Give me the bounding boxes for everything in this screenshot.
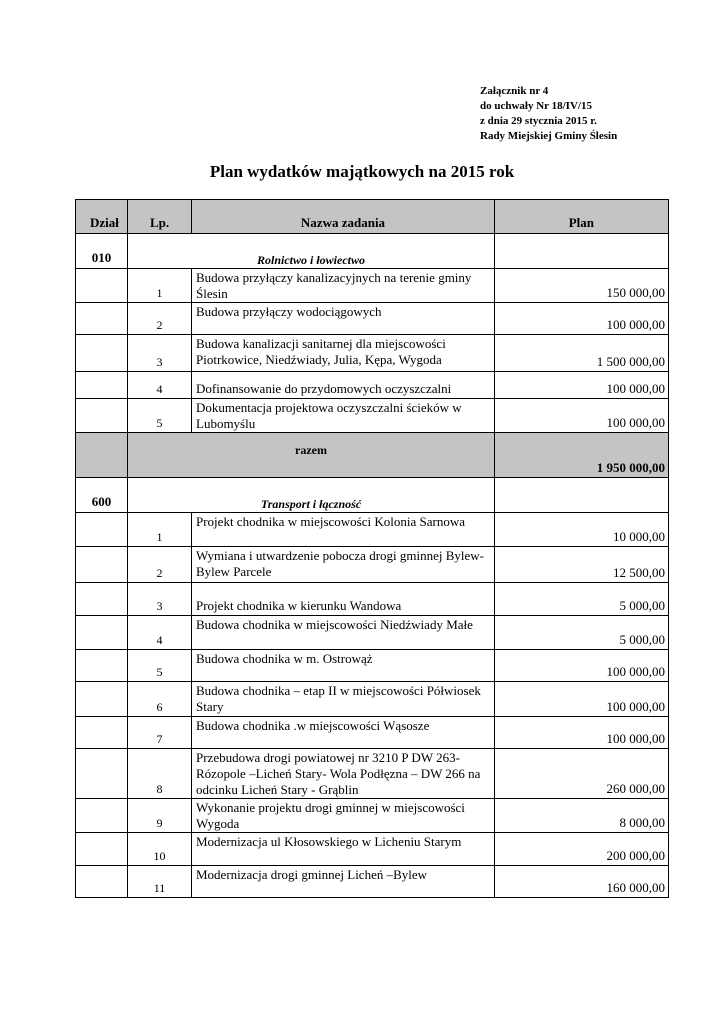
column-header-name: Nazwa zadania	[192, 200, 495, 234]
row-dzial-empty	[76, 717, 128, 749]
row-task-name: Budowa kanalizacji sanitarnej dla miejscowości Piotrkowice, Niedźwiady, Julia, Kępa, Wygoda	[192, 335, 495, 372]
row-lp: 9	[128, 799, 192, 833]
row-task-name: Modernizacja ul Kłosowskiego w Licheniu Starym	[192, 833, 495, 866]
row-plan-amount: 10 000,00	[495, 513, 669, 547]
section-name: Transport i łączność	[128, 478, 495, 513]
row-plan-amount: 260 000,00	[495, 749, 669, 799]
table-row	[76, 866, 669, 898]
row-plan-amount: 200 000,00	[495, 833, 669, 866]
row-lp: 11	[128, 866, 192, 898]
row-lp: 10	[128, 833, 192, 866]
table-row	[76, 269, 669, 303]
row-task-name: Budowa chodnika .w miejscowości Wąsosze	[192, 717, 495, 749]
row-plan-amount: 160 000,00	[495, 866, 669, 898]
table-row	[76, 583, 669, 616]
column-header-lp: Lp.	[128, 200, 192, 234]
row-task-name: Dofinansowanie do przydomowych oczyszczalni	[192, 372, 495, 399]
row-task-name: Przebudowa drogi powiatowej nr 3210 P DW 263-Rózopole –Licheń Stary- Wola Podłęzna – DW 266 na odcinku Licheń Stary - Grąblin	[192, 749, 495, 799]
row-lp: 4	[128, 372, 192, 399]
table-row	[76, 335, 669, 372]
row-lp: 2	[128, 303, 192, 335]
table-row	[76, 799, 669, 833]
row-dzial-empty	[76, 650, 128, 682]
row-plan-amount: 5 000,00	[495, 583, 669, 616]
row-lp: 6	[128, 682, 192, 717]
row-lp: 5	[128, 399, 192, 433]
row-dzial-empty	[76, 749, 128, 799]
row-lp: 5	[128, 650, 192, 682]
total-dzial-empty	[76, 433, 128, 478]
section-row	[76, 478, 669, 513]
table-row	[76, 399, 669, 433]
row-dzial-empty	[76, 513, 128, 547]
row-lp: 3	[128, 583, 192, 616]
row-lp: 8	[128, 749, 192, 799]
attachment-line: z dnia 29 stycznia 2015 r.	[480, 115, 597, 127]
section-plan-empty	[495, 478, 669, 513]
total-row	[76, 433, 669, 478]
row-task-name: Budowa przyłączy wodociągowych	[192, 303, 495, 335]
table-row	[76, 682, 669, 717]
table-row	[76, 547, 669, 583]
row-dzial-empty	[76, 616, 128, 650]
row-task-name: Budowa chodnika w m. Ostrowąż	[192, 650, 495, 682]
row-plan-amount: 150 000,00	[495, 269, 669, 303]
row-plan-amount: 100 000,00	[495, 399, 669, 433]
table-row	[76, 513, 669, 547]
expenditure-table	[75, 199, 669, 898]
column-header-plan: Plan	[495, 200, 669, 234]
row-plan-amount: 100 000,00	[495, 717, 669, 749]
row-dzial-empty	[76, 372, 128, 399]
row-lp: 1	[128, 269, 192, 303]
table-body	[76, 234, 669, 898]
row-lp: 3	[128, 335, 192, 372]
table-row	[76, 833, 669, 866]
table-row	[76, 717, 669, 749]
table-row	[76, 616, 669, 650]
row-plan-amount: 8 000,00	[495, 799, 669, 833]
attachment-line: Rady Miejskiej Gminy Ślesin	[480, 130, 618, 142]
row-lp: 1	[128, 513, 192, 547]
row-task-name: Wymiana i utwardzenie pobocza drogi gminnej Bylew-Bylew Parcele	[192, 547, 495, 583]
row-plan-amount: 12 500,00	[495, 547, 669, 583]
section-code: 010	[76, 234, 128, 269]
total-amount: 1 950 000,00	[495, 433, 669, 478]
row-dzial-empty	[76, 682, 128, 717]
row-task-name: Projekt chodnika w kierunku Wandowa	[192, 583, 495, 616]
row-dzial-empty	[76, 399, 128, 433]
row-dzial-empty	[76, 303, 128, 335]
section-name: Rolnictwo i łowiectwo	[128, 234, 495, 269]
row-dzial-empty	[76, 583, 128, 616]
row-dzial-empty	[76, 799, 128, 833]
column-header-dzial: Dział	[76, 200, 128, 234]
table-row	[76, 650, 669, 682]
section-row	[76, 234, 669, 269]
row-plan-amount: 100 000,00	[495, 650, 669, 682]
row-task-name: Projekt chodnika w miejscowości Kolonia Sarnowa	[192, 513, 495, 547]
attachment-line: do uchwały Nr 18/IV/15	[480, 100, 592, 112]
table-row	[76, 749, 669, 799]
table-row	[76, 303, 669, 335]
row-plan-amount: 100 000,00	[495, 682, 669, 717]
row-dzial-empty	[76, 269, 128, 303]
row-task-name: Wykonanie projektu drogi gminnej w miejscowości Wygoda	[192, 799, 495, 833]
row-task-name: Budowa chodnika – etap II w miejscowości Półwiosek Stary	[192, 682, 495, 717]
table-header-row	[76, 200, 669, 234]
row-plan-amount: 100 000,00	[495, 372, 669, 399]
table-row	[76, 372, 669, 399]
row-task-name: Budowa chodnika w miejscowości Niedźwiady Małe	[192, 616, 495, 650]
row-task-name: Budowa przyłączy kanalizacyjnych na terenie gminy Ślesin	[192, 269, 495, 303]
row-task-name: Dokumentacja projektowa oczyszczalni ścieków w Lubomyślu	[192, 399, 495, 433]
section-code: 600	[76, 478, 128, 513]
row-plan-amount: 1 500 000,00	[495, 335, 669, 372]
row-dzial-empty	[76, 833, 128, 866]
row-plan-amount: 5 000,00	[495, 616, 669, 650]
row-dzial-empty	[76, 866, 128, 898]
row-task-name: Modernizacja drogi gminnej Licheń –Bylew	[192, 866, 495, 898]
row-plan-amount: 100 000,00	[495, 303, 669, 335]
row-dzial-empty	[76, 335, 128, 372]
document-title: Plan wydatków majątkowych na 2015 rok	[209, 162, 515, 181]
row-lp: 2	[128, 547, 192, 583]
attachment-line: Załącznik nr 4	[480, 85, 549, 97]
total-label: razem	[128, 433, 495, 478]
row-lp: 7	[128, 717, 192, 749]
attachment-note	[480, 84, 617, 144]
row-dzial-empty	[76, 547, 128, 583]
section-plan-empty	[495, 234, 669, 269]
row-lp: 4	[128, 616, 192, 650]
